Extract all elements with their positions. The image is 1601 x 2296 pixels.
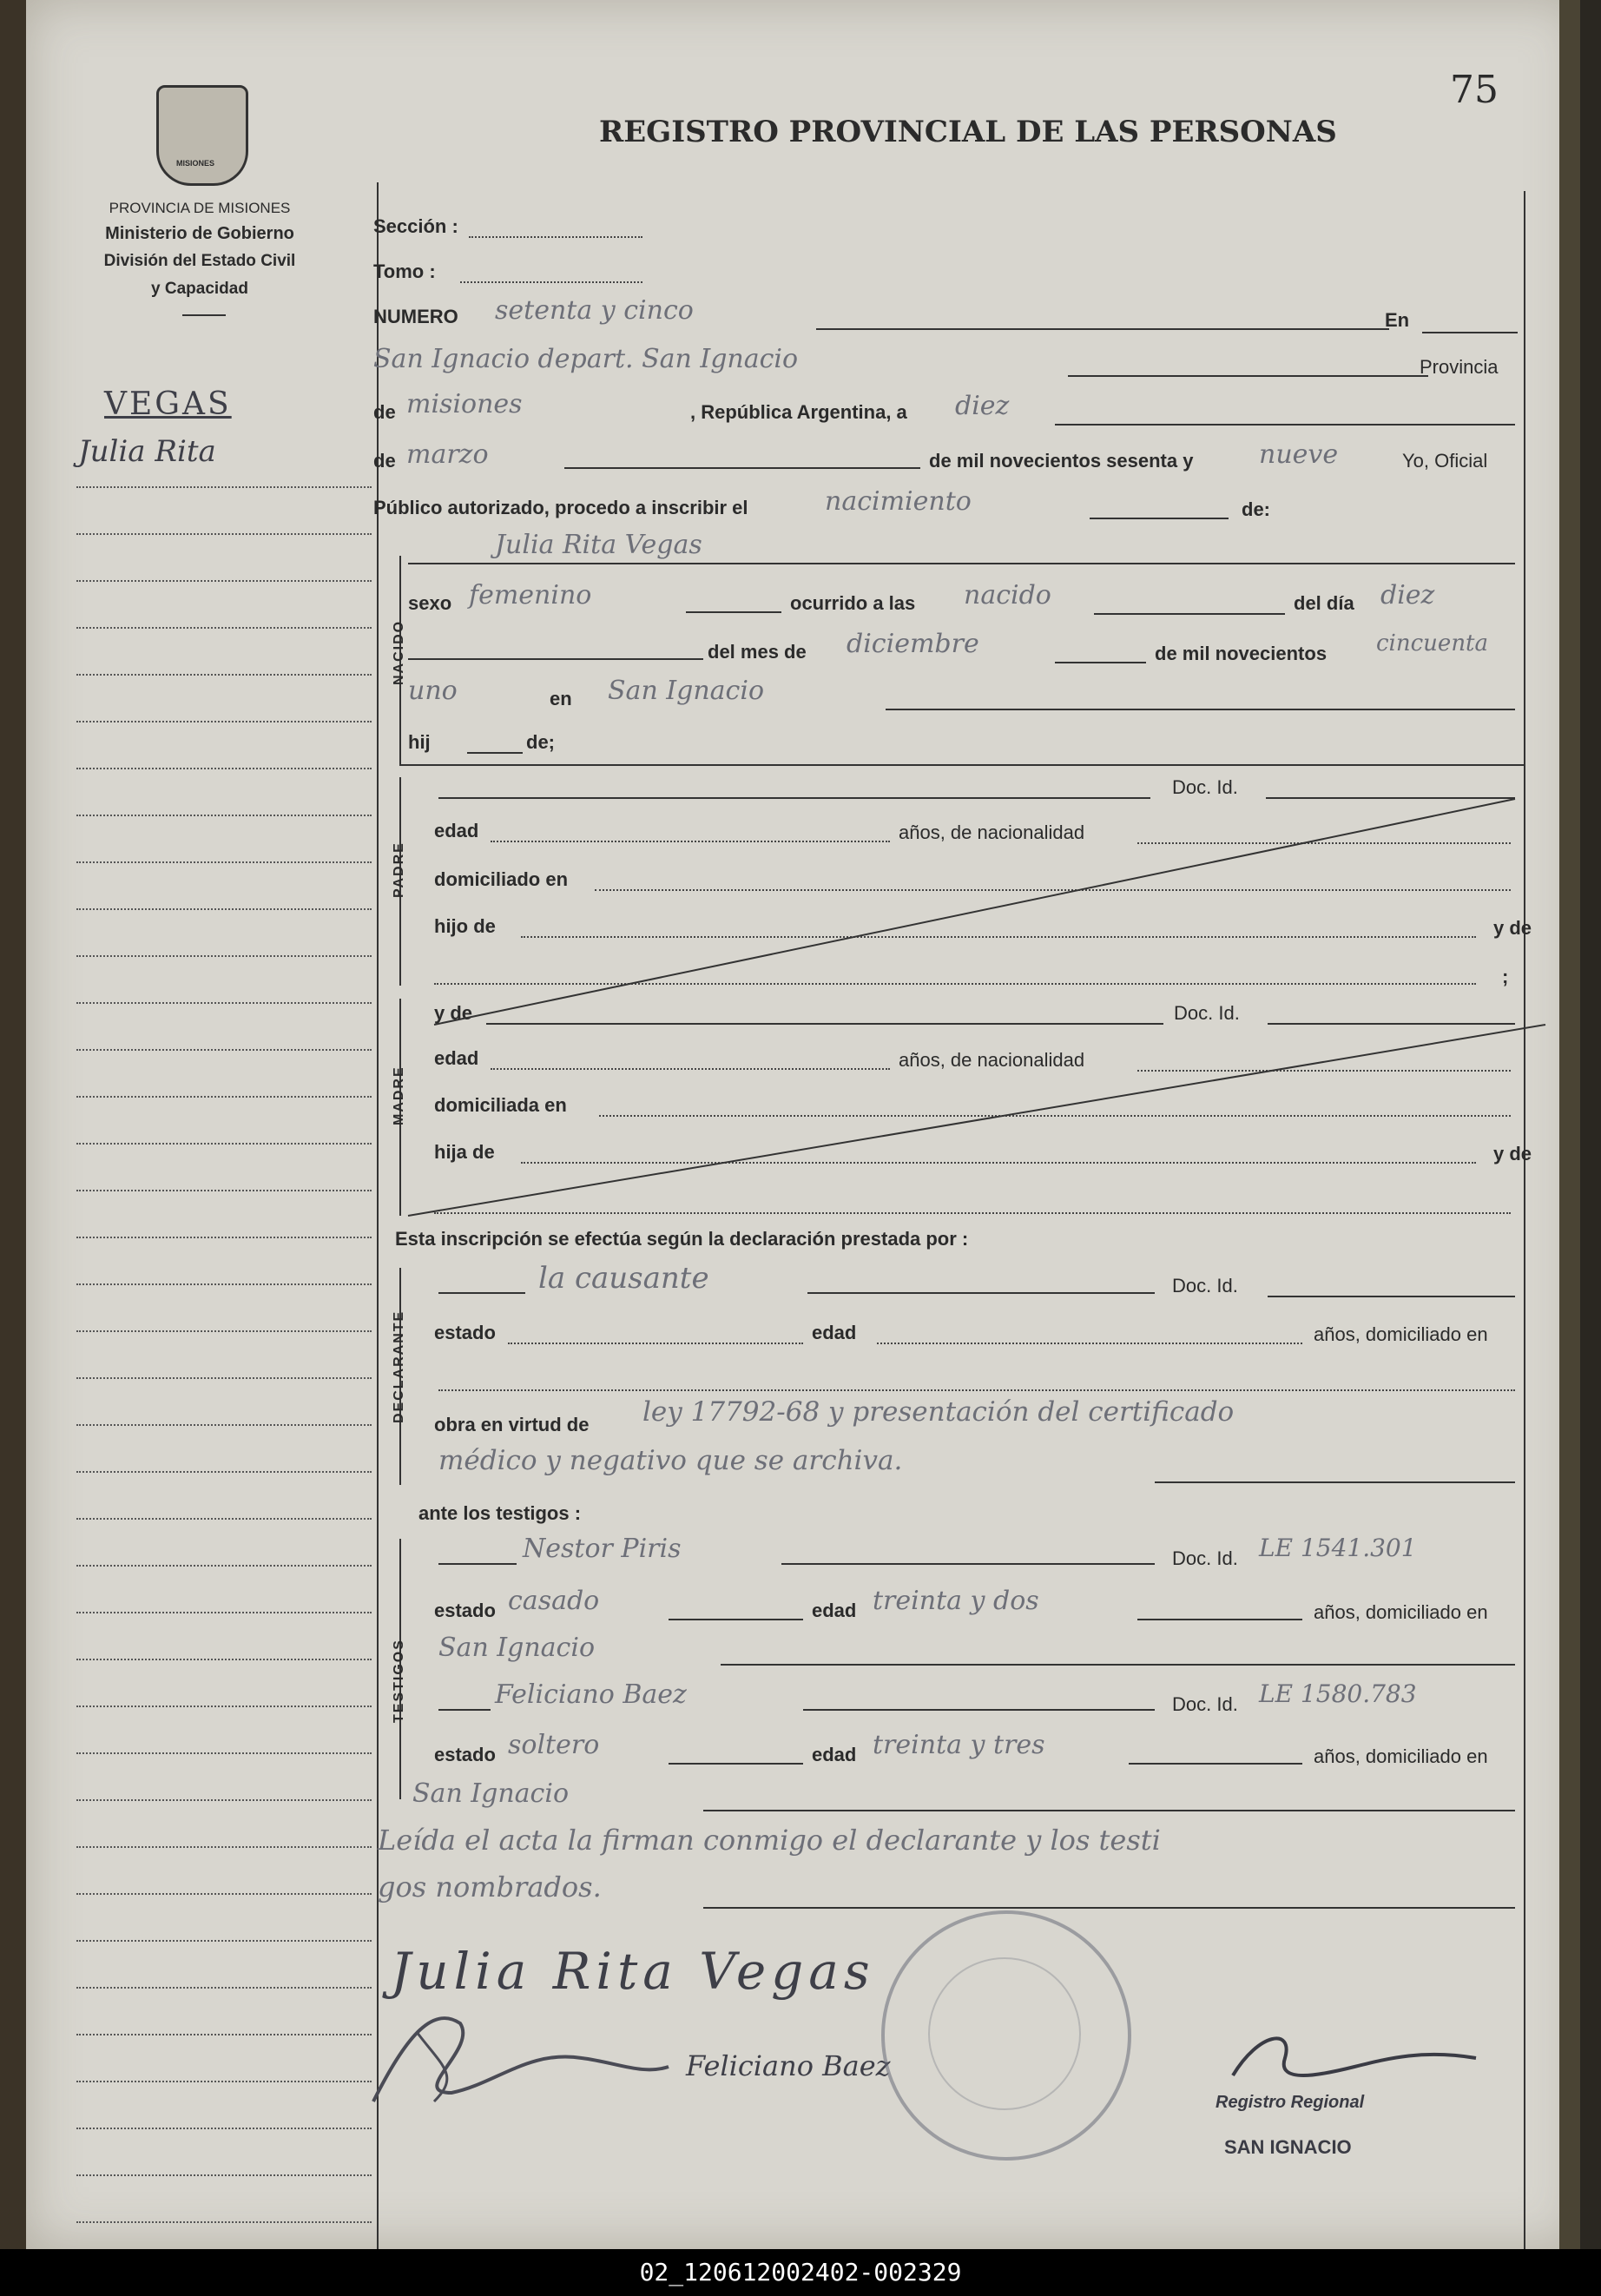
t2-lead-line bbox=[438, 1709, 491, 1711]
sexo-value: femenino bbox=[469, 580, 592, 610]
declarante-doc-line bbox=[1268, 1296, 1515, 1297]
padre-semicolon: ; bbox=[1502, 966, 1509, 987]
testigo1-edad: treinta y dos bbox=[873, 1586, 1039, 1616]
signature-3: Feliciano Baez bbox=[686, 2049, 891, 2082]
label-ocurrido: ocurrido a las bbox=[790, 592, 916, 614]
lugar-value: San Ignacio depart. San Ignacio bbox=[373, 344, 799, 374]
label-numero: NUMERO bbox=[373, 306, 458, 327]
testigos-label: ante los testigos : bbox=[418, 1502, 582, 1524]
book-spine bbox=[0, 0, 26, 2249]
t1-nombre-line bbox=[781, 1563, 1155, 1565]
office-line-1: PROVINCIA DE MISIONES bbox=[109, 200, 291, 216]
padre-doc-label: Doc. Id. bbox=[1172, 776, 1238, 798]
register-page bbox=[26, 0, 1580, 2249]
testigo2-estado: soltero bbox=[508, 1730, 600, 1760]
madre-domicilio-label: domiciliada en bbox=[434, 1094, 567, 1116]
declarante-domicilio-field bbox=[438, 1389, 1515, 1391]
numero-value: setenta y cinco bbox=[495, 295, 694, 326]
padre-y-de-label: y de bbox=[1493, 917, 1532, 939]
label-de-semicolon: de; bbox=[526, 731, 555, 753]
madre-y-de-label: y de bbox=[434, 1002, 473, 1024]
label-yo-oficial: Yo, Oficial bbox=[1402, 450, 1488, 472]
oficial-stamp-place: SAN IGNACIO bbox=[1224, 2136, 1352, 2158]
anio-b-value: uno bbox=[408, 676, 458, 706]
anio-value: nueve bbox=[1259, 439, 1339, 470]
nacido-nombre: Julia Rita Vegas bbox=[495, 530, 702, 560]
nacido-mes-value: diciembre bbox=[847, 629, 979, 659]
closing-line-2: gos nombrados. bbox=[378, 1870, 602, 1903]
label-en: En bbox=[1385, 309, 1410, 331]
t1-domicilio-label: años, domiciliado en bbox=[1314, 1601, 1488, 1623]
padre-section-label: PADRE bbox=[392, 841, 406, 898]
t2-domicilio-line bbox=[703, 1810, 1515, 1811]
padre-cancel-stroke bbox=[434, 799, 1515, 1025]
oficial-signature bbox=[1224, 2023, 1485, 2101]
dia-value: diez bbox=[955, 391, 1010, 421]
provincia-value: misiones bbox=[406, 389, 523, 419]
label-del-dia: del día bbox=[1294, 592, 1354, 614]
declarante-domicilio-label: años, domiciliado en bbox=[1314, 1323, 1488, 1345]
testigos-section-label: TESTIGOS bbox=[392, 1639, 406, 1723]
padre-nacionalidad-label: años, de nacionalidad bbox=[899, 821, 1085, 843]
book-edge-right bbox=[1559, 0, 1580, 2249]
declarante-estado-field bbox=[508, 1343, 803, 1344]
testigo1-doc: LE 1541.301 bbox=[1259, 1534, 1417, 1562]
label-de-mil: de mil novecientos sesenta y bbox=[929, 450, 1194, 472]
label-tomo: Tomo : bbox=[373, 261, 436, 282]
office-line-3: División del Estado Civil bbox=[103, 252, 296, 270]
t1-domicilio-line bbox=[721, 1664, 1515, 1666]
declarante-obra-label: obra en virtud de bbox=[434, 1414, 590, 1435]
cancel-strokes bbox=[26, 0, 1580, 2249]
page-number: 75 bbox=[1450, 68, 1499, 112]
madre-doc-label: Doc. Id. bbox=[1174, 1002, 1240, 1024]
padre-hijo-label: hijo de bbox=[434, 915, 496, 937]
testigo2-domicilio: San Ignacio bbox=[412, 1778, 570, 1809]
t1-edad-label: edad bbox=[812, 1600, 857, 1621]
closing-line-1: Leída el acta la firman conmigo el declarante y los testi bbox=[378, 1824, 1161, 1857]
office-line-2: Ministerio de Gobierno bbox=[105, 224, 294, 243]
madre-hija-label: hija de bbox=[434, 1141, 495, 1163]
label-publico: Público autorizado, procedo a inscribir el bbox=[373, 497, 748, 518]
t2-nombre-line bbox=[803, 1709, 1155, 1711]
t1-edad-line bbox=[1137, 1619, 1302, 1620]
acto-value: nacimiento bbox=[825, 486, 972, 517]
page-title: REGISTRO PROVINCIAL DE LAS PERSONAS bbox=[599, 115, 1337, 149]
madre-section-label: MADRE bbox=[392, 1066, 406, 1125]
testigo2-edad: treinta y tres bbox=[873, 1730, 1045, 1760]
label-en-lugar: en bbox=[550, 688, 572, 709]
testigo1-estado: casado bbox=[508, 1586, 600, 1616]
mes-value: marzo bbox=[406, 439, 489, 470]
nacido-section-label: NACIDO bbox=[392, 619, 406, 685]
label-del-mes: del mes de bbox=[708, 641, 807, 663]
declarante-lead-line bbox=[438, 1292, 525, 1294]
image-caption: 02_120612002402-002329 bbox=[0, 2249, 1601, 2296]
declarante-nombre: la causante bbox=[538, 1261, 709, 1296]
t2-estado-label: estado bbox=[434, 1744, 496, 1765]
hora-value: nacido bbox=[964, 580, 1051, 610]
label-mil-novecientos: de mil novecientos bbox=[1155, 643, 1328, 664]
margin-surname: VEGAS bbox=[104, 386, 232, 422]
declarante-obra-1: ley 17792-68 y presentación del certificado bbox=[642, 1396, 1235, 1428]
oficial-stamp-text: Registro Regional bbox=[1216, 2093, 1365, 2112]
label-sexo: sexo bbox=[408, 592, 452, 614]
testigo1-domicilio: San Ignacio bbox=[438, 1633, 596, 1663]
declarante-obra-line bbox=[1155, 1481, 1515, 1483]
crest-text: MISIONES bbox=[176, 159, 215, 168]
t2-edad-label: edad bbox=[812, 1744, 857, 1765]
t2-estado-line bbox=[669, 1763, 803, 1765]
t1-estado-line bbox=[669, 1619, 803, 1620]
t1-lead-line bbox=[438, 1563, 517, 1565]
signature-2 bbox=[356, 1997, 686, 2119]
official-seal-stamp bbox=[881, 1910, 1131, 2161]
label-de-colon: de: bbox=[1242, 498, 1270, 520]
label-de-mes: de bbox=[373, 450, 396, 472]
t1-estado-label: estado bbox=[434, 1600, 496, 1621]
declarante-nombre-line bbox=[807, 1292, 1155, 1294]
declarante-doc-label: Doc. Id. bbox=[1172, 1275, 1238, 1296]
declarante-edad-field bbox=[877, 1343, 1302, 1344]
t2-edad-line bbox=[1129, 1763, 1302, 1765]
madre-nacionalidad-label: años, de nacionalidad bbox=[899, 1049, 1085, 1071]
office-line-4: y Capacidad bbox=[151, 280, 248, 298]
anio-a-value: cincuenta bbox=[1376, 630, 1489, 656]
closing-line bbox=[703, 1907, 1515, 1909]
t1-doc-label: Doc. Id. bbox=[1172, 1547, 1238, 1569]
testigo1-nombre: Nestor Piris bbox=[523, 1534, 682, 1564]
t2-domicilio-label: años, domiciliado en bbox=[1314, 1745, 1488, 1767]
nacido-lugar-value: San Ignacio bbox=[608, 676, 765, 706]
t2-doc-label: Doc. Id. bbox=[1172, 1693, 1238, 1715]
declaracion-label: Esta inscripción se efectúa según la declaración prestada por : bbox=[395, 1228, 969, 1250]
label-provincia: Provincia bbox=[1420, 356, 1499, 378]
signature-1: Julia Rita Vegas bbox=[391, 1942, 875, 2001]
padre-edad-label: edad bbox=[434, 820, 479, 841]
declarante-edad-label: edad bbox=[812, 1322, 857, 1343]
declarante-obra-2: médico y negativo que se archiva. bbox=[438, 1445, 903, 1476]
madre-cancel-stroke bbox=[408, 1025, 1545, 1216]
testigo2-nombre: Feliciano Baez bbox=[495, 1679, 687, 1710]
declarante-estado-label: estado bbox=[434, 1322, 496, 1343]
testigo2-doc: LE 1580.783 bbox=[1259, 1679, 1417, 1708]
madre-y-de-end-label: y de bbox=[1493, 1143, 1532, 1164]
margin-given-name: Julia Rita bbox=[78, 434, 216, 469]
padre-domicilio-label: domiciliado en bbox=[434, 868, 569, 890]
nacido-dia-value: diez bbox=[1380, 580, 1435, 610]
label-hij: hij bbox=[408, 731, 431, 753]
declarante-section-label: DECLARANTE bbox=[392, 1310, 406, 1423]
label-republica: , República Argentina, a bbox=[690, 401, 907, 423]
label-de-provincia: de bbox=[373, 401, 396, 423]
madre-edad-label: edad bbox=[434, 1047, 479, 1069]
official-seal-inner-ring bbox=[928, 1957, 1081, 2110]
label-seccion: Sección : bbox=[373, 215, 458, 237]
